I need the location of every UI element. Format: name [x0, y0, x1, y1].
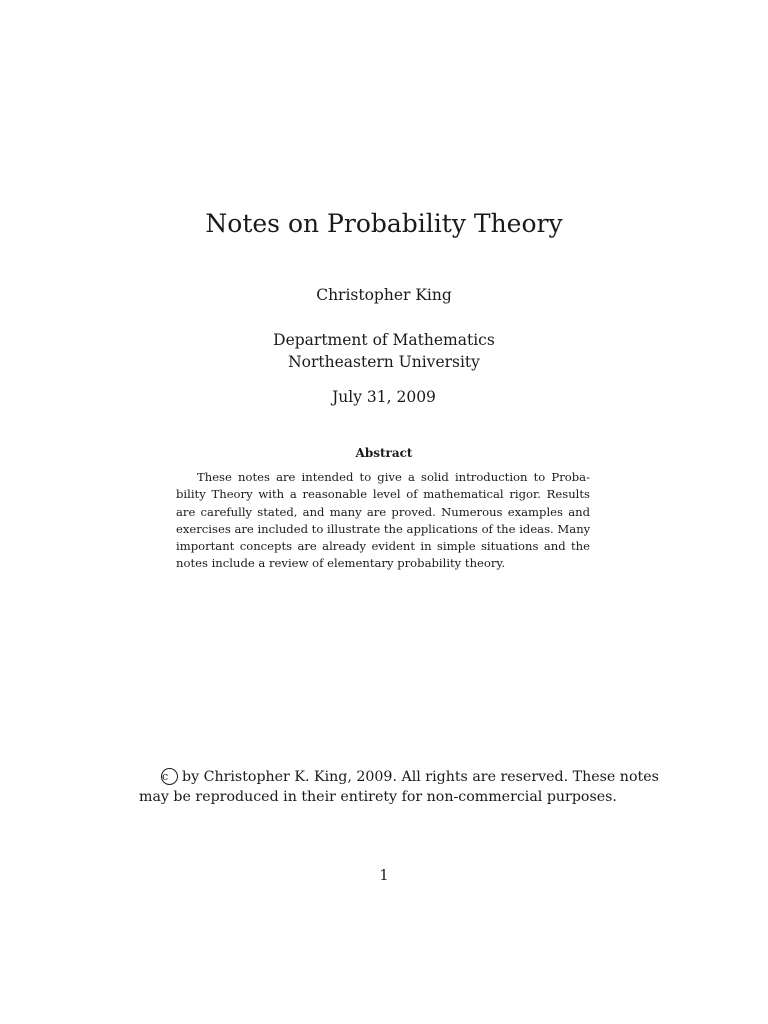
- copyright-line: may be reproduced in their entirety for non-commercial purposes.: [139, 789, 617, 805]
- abstract-line: bility Theory with a reasonable level of mathematical rigor. Results: [176, 487, 590, 502]
- document-title: Notes on Probability Theory: [205, 209, 563, 238]
- affiliation: [0, 329, 768, 373]
- university: Northeastern University: [288, 353, 480, 371]
- document-date: July 31, 2009: [332, 388, 436, 406]
- abstract-line: These notes are intended to give a solid introduction to Proba-: [197, 470, 590, 484]
- copyright-icon: c: [161, 768, 178, 785]
- abstract-line: are carefully stated, and many are proved. Numerous examples and: [176, 504, 590, 519]
- copyright-line: [139, 767, 659, 787]
- abstract-heading: Abstract: [355, 446, 413, 460]
- abstract-text: [176, 469, 590, 573]
- page-number: 1: [379, 868, 389, 884]
- copyright-notice: [139, 767, 659, 807]
- copyright-line-text: by Christopher K. King, 2009. All rights are reserved. These notes: [182, 769, 659, 785]
- abstract-line: notes include a review of elementary probability theory.: [176, 556, 506, 571]
- department: Department of Mathematics: [273, 331, 495, 349]
- abstract-line: exercises are included to illustrate the applications of the ideas. Many: [176, 521, 590, 536]
- author-name: Christopher King: [316, 286, 452, 304]
- abstract-line: important concepts are already evident in simple situations and the: [176, 539, 590, 554]
